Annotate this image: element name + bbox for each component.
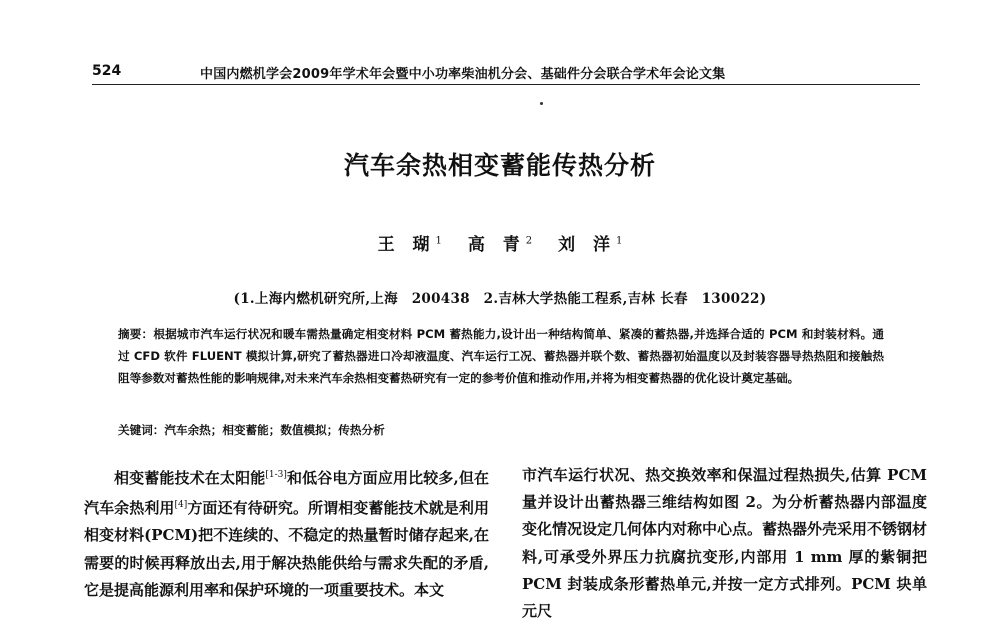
author: 高 青$^2$ [467, 235, 533, 255]
keywords [118, 419, 884, 441]
abstract [118, 323, 884, 389]
body-column-right: 市汽车运行状况、热交换效率和保温过程热损失,估算 PCM 量并设计出蓄热器三维结构如图 2。为分析蓄热器内部温度变化情况设定几何体内对称中心点。蓄热器外壳采用不锈钢材料,可承受外界压力抗腐抗变形,内部用 1 mm 厚的紫铜把 PCM 封装成条形蓄热单元,并按一定方式排列。PCM 块单元尺 [522, 466, 928, 621]
body-column-left: 相变蓄能技术在太阳能[1-3]和低谷电方面应用比较多,但在汽车余热利用[4]方面还有待研究。所谓相变蓄能技术就是利用相变材料(PCM)把不连续的、不稳定的热量暂时储存起来,在需要的时候再释放出去,用于解决热能供给与需求失配的矛盾,它是提高能源利用率和保护环境的一项重要技术。本文 [84, 469, 489, 599]
affiliations: (1.上海内燃机研究所,上海 200438 2.吉林大学热能工程系,吉林 长春 130022) [233, 291, 767, 307]
author: 王 瑚$^1$ [377, 235, 442, 255]
paper-title: 汽车余热相变蓄能传热分析 [343, 151, 656, 180]
journal-title: 中国内燃机学会2009年学术年会暨中小功率柴油机分会、基础件分会联合学术年会论文集 [200, 67, 726, 82]
abstract-text: 根据城市汽车运行状况和暖车需热量确定相变材料 PCM 蓄热能力,设计出一种结构简单、紧凑的蓄热器,并选择合适的 PCM 和封装材料。通过 CFD 软件 FLUENT 模拟计算,研究了蓄热器进口冷却液温度、汽车运行工况、蓄热器并联个数、蓄热器初始温度以及封装容器导热热阻和接触热阻等参数对蓄热性能的影响规律,对未来汽车余热相变蓄热研究有一定的参考价值和推动作用,并将为相变蓄热器的优化设计奠定基础。 [118, 327, 884, 385]
keywords-label: 关键词： [118, 423, 165, 437]
keywords-text: 汽车余热；相变蓄能；数值模拟；传热分析 [164, 423, 385, 437]
author-list [0, 230, 1000, 255]
citation: [1-3] [265, 470, 287, 480]
citation: [4] [174, 500, 188, 511]
scan-speck [540, 102, 543, 105]
running-header [92, 62, 920, 85]
abstract-label: 摘要： [118, 327, 154, 341]
author: 刘 洋$^1$ [558, 235, 623, 255]
page-number: 524 [92, 63, 122, 79]
